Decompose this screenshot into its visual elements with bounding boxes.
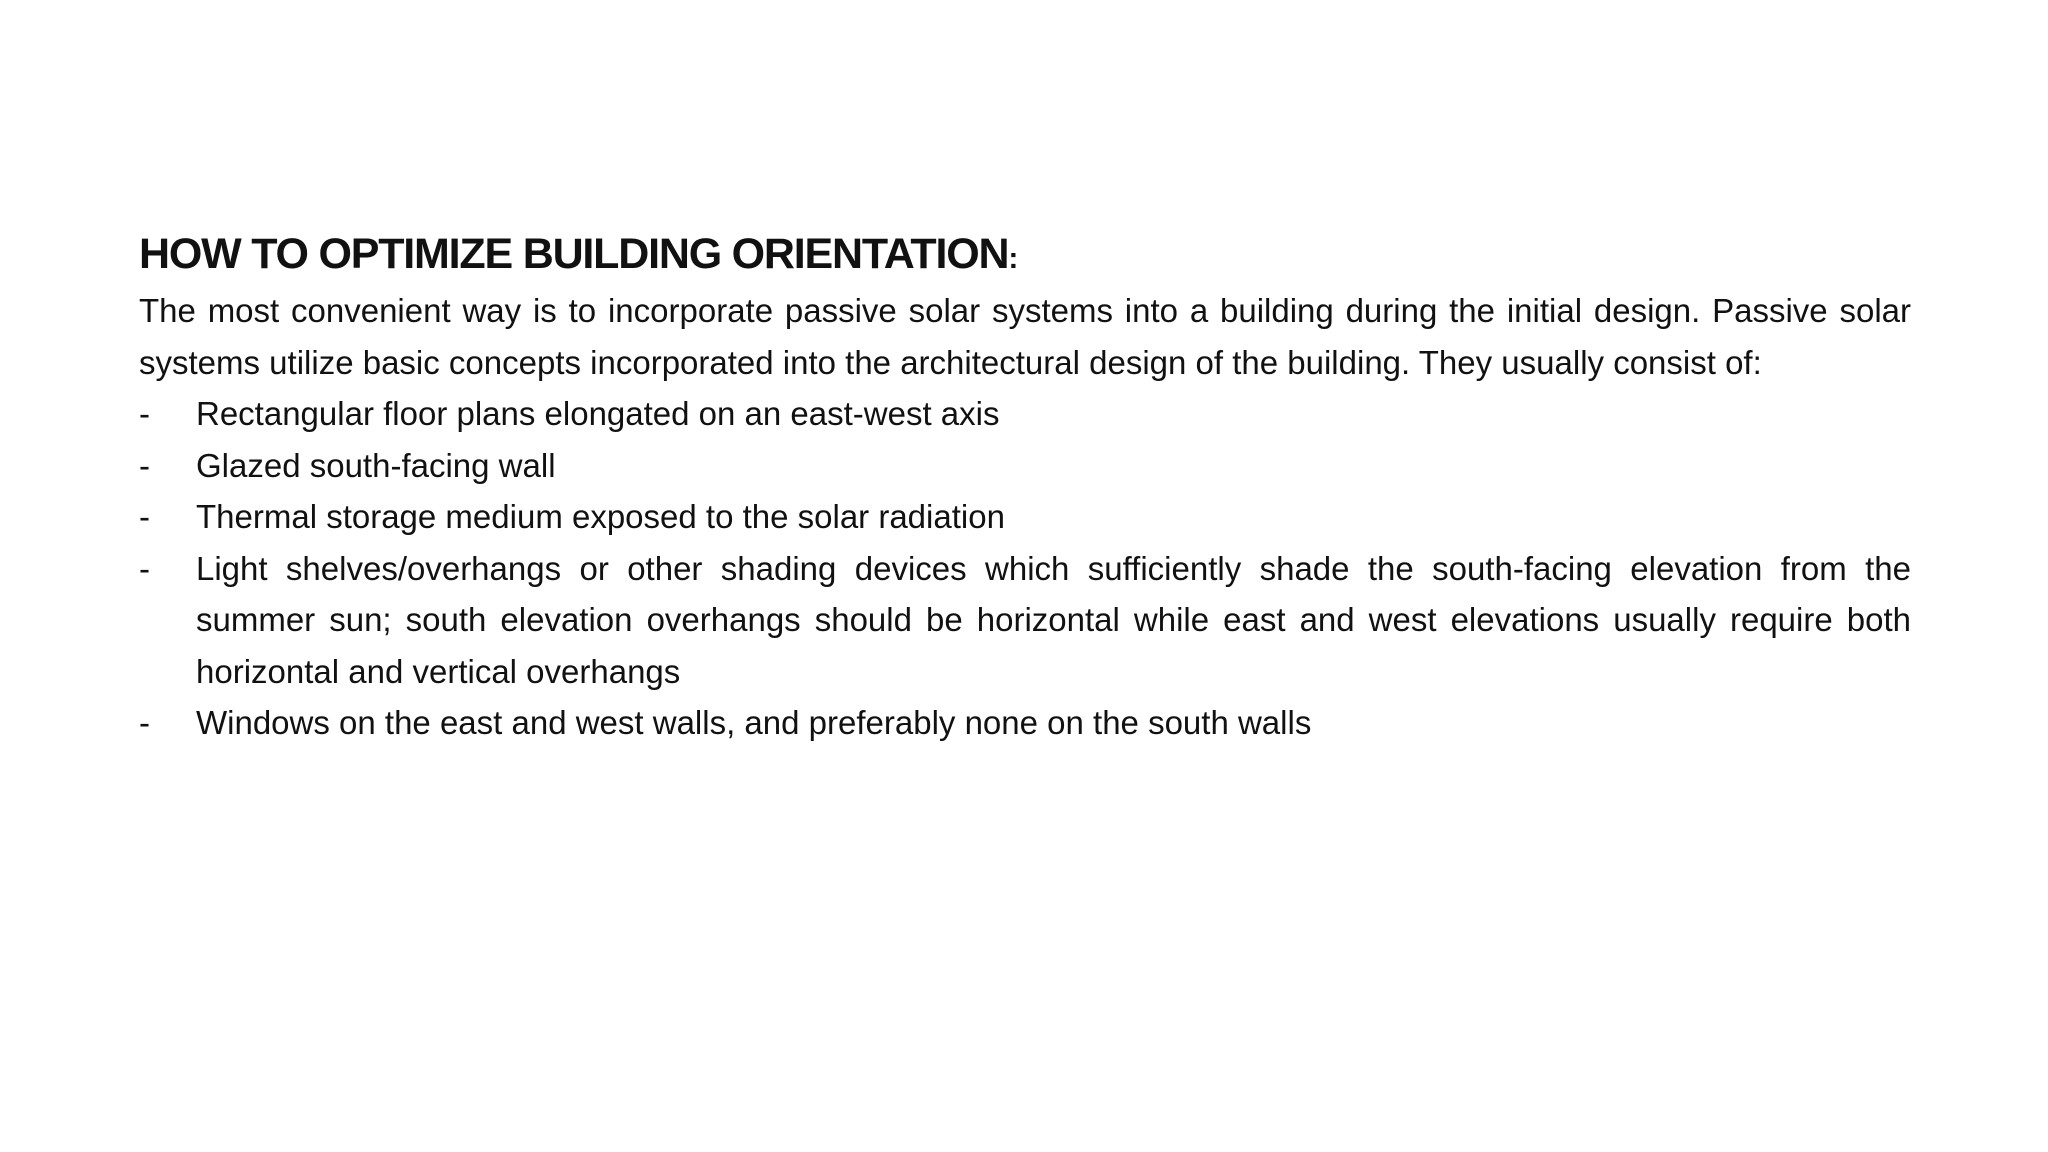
- bullet-text: Light shelves/overhangs or other shading devices which sufficiently shade the south-facing elevation from the summer sun; south elevation overhangs should be horizontal while east and west elevations usually require both horizontal and vertical overhangs: [196, 549, 1911, 690]
- bullet-dash: -: [139, 446, 150, 484]
- bullet-text: Thermal storage medium exposed to the solar radiation: [196, 498, 1005, 535]
- bullet-item: [139, 440, 1911, 492]
- heading-colon: :: [1008, 242, 1019, 275]
- bullet-item: [139, 543, 1911, 698]
- bullet-text: Windows on the east and west walls, and preferably none on the south walls: [196, 704, 1312, 741]
- heading-text: HOW TO OPTIMIZE BUILDING ORIENTATION: [139, 230, 1009, 278]
- bullet-dash: -: [139, 395, 150, 432]
- slide-heading: [139, 228, 1911, 285]
- bullet-text: Rectangular floor plans elongated on an east-west axis: [196, 395, 1000, 432]
- bullet-dash: -: [139, 498, 150, 535]
- bullet-text: Glazed south-facing wall: [196, 446, 556, 484]
- slide-content: [139, 228, 1911, 749]
- bullet-dash: -: [139, 704, 150, 741]
- bullet-item: [139, 491, 1911, 543]
- bullet-dash: -: [139, 549, 150, 587]
- bullet-item: [139, 697, 1911, 749]
- bullet-list: [139, 388, 1911, 749]
- bullet-item: [139, 388, 1911, 440]
- intro-paragraph: The most convenient way is to incorporate passive solar systems into a building during the initial design. Passive solar systems utilize basic concepts incorporated into the architectural design of the building. They usually consist of:: [139, 292, 1911, 381]
